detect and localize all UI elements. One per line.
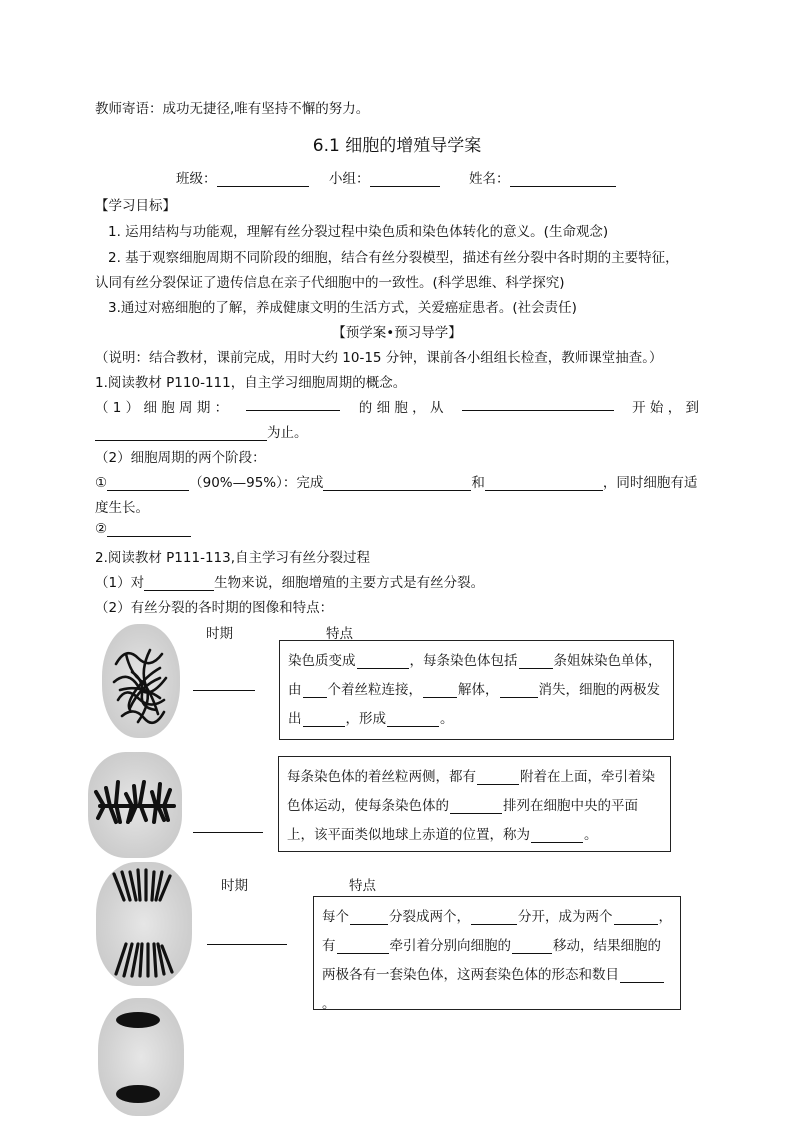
box3-text: 牵引着分别向细胞的 bbox=[389, 938, 511, 954]
box3-text: 分裂成两个， bbox=[389, 909, 470, 925]
box3-text: 。 bbox=[322, 996, 336, 1012]
box3-text: 结果细胞的两极各有一套染色体，这两套染色体的形态和 bbox=[322, 938, 661, 983]
q2-line1 bbox=[95, 571, 484, 591]
box2-text: 每条染色体的着丝粒两侧，都有 bbox=[287, 769, 476, 785]
q1-stage1-blank3[interactable] bbox=[485, 476, 603, 491]
metaphase-feature-box bbox=[278, 756, 671, 852]
box3-blank[interactable] bbox=[512, 939, 552, 954]
q1-def-end: 为止。 bbox=[267, 425, 308, 441]
name-blank[interactable] bbox=[510, 172, 616, 187]
box1-blank[interactable] bbox=[423, 683, 457, 698]
q2-line2: （2）有丝分裂的各时期的图像和特点： bbox=[95, 600, 334, 616]
box1-blank[interactable] bbox=[519, 654, 553, 669]
box1-text: 解体， bbox=[458, 682, 499, 698]
q1-stage2-blank[interactable] bbox=[107, 522, 191, 537]
q1-stages-title: （2）细胞周期的两个阶段： bbox=[95, 450, 266, 466]
box2-text: 染色体运动，使每条染色体的 bbox=[287, 769, 655, 814]
box1-blank[interactable] bbox=[303, 683, 327, 698]
box2-blank[interactable] bbox=[477, 770, 519, 785]
q2-organism-blank[interactable] bbox=[144, 576, 214, 591]
anaphase-chromosomes bbox=[96, 862, 192, 986]
box1-text: 由 bbox=[288, 682, 302, 698]
box3-blank[interactable] bbox=[620, 968, 664, 983]
q1-stage2-marker: ② bbox=[95, 521, 108, 537]
box3-text: ，有 bbox=[322, 909, 672, 954]
group-blank[interactable] bbox=[370, 172, 440, 187]
box3-text: 移动， bbox=[553, 938, 594, 954]
period-blank-1[interactable] bbox=[193, 690, 255, 691]
box1-text: ，每条染色体包括 bbox=[409, 653, 518, 669]
page-title: 6.1 细胞的增殖导学案 bbox=[312, 136, 482, 156]
q1-def-blank3[interactable] bbox=[95, 426, 267, 441]
name-label: 姓名： bbox=[469, 171, 510, 187]
name-field[interactable] bbox=[469, 167, 616, 187]
preview-heading: 【预学案•预习导学】 bbox=[332, 325, 462, 341]
q1-definition-line bbox=[95, 396, 699, 416]
preview-note: （说明：结合教材，课前完成，用时大约 10-15 分钟，课前各小组组长检查，教师课堂抽查。） bbox=[95, 350, 663, 366]
box2-text: 排列在细胞中央的平面 bbox=[503, 798, 638, 814]
box2-text: 。 bbox=[584, 827, 598, 843]
q1-title: 1.阅读教材 P110-111，自主学习细胞周期的概念。 bbox=[95, 375, 407, 391]
q1-stage2-line bbox=[95, 521, 191, 537]
q1-stage1-tail: ，同时细胞有适 bbox=[602, 475, 698, 491]
feature-label-2: 特点 bbox=[349, 878, 376, 894]
q1-stage1-line bbox=[95, 471, 697, 491]
box1-text: 消失，细胞的两极 bbox=[538, 682, 647, 698]
period-label-1: 时期 bbox=[206, 626, 233, 642]
box1-text: 。 bbox=[440, 711, 454, 727]
q2-line1-a: （1）对 bbox=[95, 575, 145, 591]
box2-text: 附着在上面，牵引着 bbox=[520, 769, 642, 785]
class-label: 班级： bbox=[176, 171, 217, 187]
q1-stage1-blank2[interactable] bbox=[323, 476, 471, 491]
box2-blank[interactable] bbox=[450, 799, 502, 814]
feature-label-1: 特点 bbox=[326, 626, 353, 642]
box1-text: 条姐妹染色单体， bbox=[553, 653, 662, 669]
objective-3: 3.通过对癌细胞的了解，养成健康文明的生活方式，关爱癌症患者。(社会责任) bbox=[108, 300, 577, 316]
q1-definition-end bbox=[95, 421, 308, 441]
box1-blank[interactable] bbox=[500, 683, 538, 698]
group-field[interactable] bbox=[329, 167, 440, 187]
box2-blank[interactable] bbox=[531, 828, 583, 843]
prophase-chromosomes bbox=[102, 624, 180, 738]
box3-blank[interactable] bbox=[614, 910, 658, 925]
box1-blank[interactable] bbox=[303, 712, 345, 727]
box1-text: 染色质变成 bbox=[288, 653, 356, 669]
objective-2a: 2. 基于观察细胞周期不同阶段的细胞，结合有丝分裂模型，描述有丝分裂中各时期的主要特征， bbox=[108, 250, 679, 266]
q1-def-part2: 的 细 胞 ， 从 bbox=[358, 400, 444, 416]
box3-blank[interactable] bbox=[471, 910, 517, 925]
box3-blank[interactable] bbox=[337, 939, 389, 954]
prophase-feature-box bbox=[279, 640, 674, 740]
box3-text: 分开，成为两个 bbox=[518, 909, 613, 925]
q1-stage1-blank1[interactable] bbox=[107, 476, 189, 491]
q1-stage1-marker: ① bbox=[95, 475, 108, 491]
q1-stage1-and: 和 bbox=[471, 475, 485, 491]
box1-blank[interactable] bbox=[387, 712, 439, 727]
q1-def-part3: 开 始 ， 到 bbox=[632, 400, 699, 416]
group-label: 小组： bbox=[329, 171, 370, 187]
q1-def-part1: （ 1 ） 细 胞 周 期 ： bbox=[95, 400, 229, 416]
period-label-2: 时期 bbox=[221, 878, 248, 894]
q1-def-blank2[interactable] bbox=[462, 396, 614, 411]
box1-blank[interactable] bbox=[357, 654, 409, 669]
objective-2b: 认同有丝分裂保证了遗传信息在亲子代细胞中的一致性。(科学思维、科学探究) bbox=[95, 275, 565, 291]
box1-text: 发出 bbox=[288, 682, 660, 727]
teacher-message: 教师寄语：成功无捷径,唯有坚持不懈的努力。 bbox=[95, 101, 370, 117]
box3-text: 每个 bbox=[322, 909, 349, 925]
box3-blank[interactable] bbox=[350, 910, 388, 925]
class-blank[interactable] bbox=[217, 172, 309, 187]
box2-text: 上，该平面类似地球上赤道的位置，称为 bbox=[287, 827, 530, 843]
q2-title: 2.阅读教材 P111-113,自主学习有丝分裂过程 bbox=[95, 550, 371, 566]
q2-line1-b: 生物来说，细胞增殖的主要方式是有丝分裂。 bbox=[214, 575, 485, 591]
anaphase-feature-box bbox=[313, 896, 681, 1010]
objective-1: 1. 运用结构与功能观，理解有丝分裂过程中染色质和染色体转化的意义。(生命观念) bbox=[108, 224, 609, 240]
period-blank-3[interactable] bbox=[207, 944, 287, 945]
q1-stage1-pct: （90%—95%）：完成 bbox=[189, 475, 324, 491]
objectives-heading: 【学习目标】 bbox=[95, 198, 176, 214]
q1-def-blank1[interactable] bbox=[246, 396, 340, 411]
class-field[interactable] bbox=[176, 167, 309, 187]
q1-stage1-tail2: 度生长。 bbox=[95, 500, 149, 516]
box3-text: 数目 bbox=[592, 967, 619, 983]
box1-text: 个着丝粒连接， bbox=[327, 682, 422, 698]
metaphase-chromosomes bbox=[88, 752, 182, 858]
box1-text: ，形成 bbox=[345, 711, 386, 727]
period-blank-2[interactable] bbox=[193, 832, 263, 833]
telophase-chromosomes bbox=[98, 998, 184, 1116]
